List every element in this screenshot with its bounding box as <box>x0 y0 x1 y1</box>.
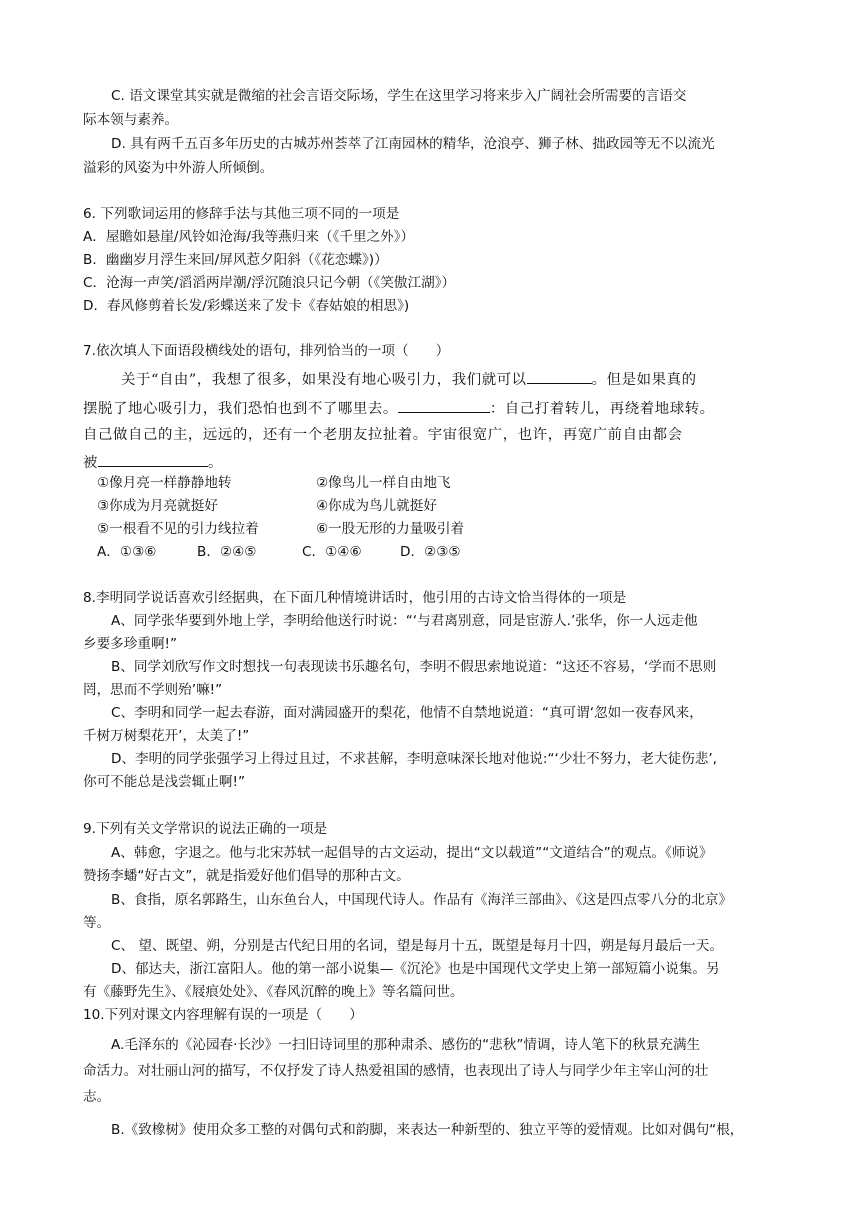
q9-option-a-line1: A、韩愈，字退之。他与北宋苏轼一起倡导的古文运动，提出“文以载道”“文道结合”的观点。《师说》 <box>111 845 713 861</box>
q9-option-b-line2: 等。 <box>83 915 111 931</box>
q8-option-a-line1: A、同学张华要到外地上学，李明给他送行时说：“‘与君离别意，同是宦游人.’张华，你一人远走他 <box>111 613 698 629</box>
q7-choice-a: A．①③⑥ <box>97 544 157 560</box>
q6-option-c: C．沧海一声笑/滔滔两岸潮/浮沉随浪只记今朝（《笑傲江湖》） <box>83 275 456 291</box>
q7-stem: 7.依次填人下面语段横线处的语句，排列恰当的一项（ ） <box>83 343 450 359</box>
q9-option-d-line2: 有《藤野先生》、《屐痕处处》、《春风沉醉的晚上》等名篇问世。 <box>83 984 464 1000</box>
q7-passage-line4: 被 。 <box>83 452 223 472</box>
q7-choice-c: C．①④⑥ <box>302 544 362 560</box>
q7-passage-line1: 关于“自由”，我想了很多，如果没有地心吸引力，我们就可以 。但是如果真的 <box>121 369 697 389</box>
q8-option-b-line2: 罔，思而不学则殆’嘛!” <box>83 682 223 698</box>
q10-option-a-line2: 命活力。对壮丽山河的描写，不仅抒发了诗人热爱祖国的感情，也表现出了诗人与同学少年主宰山河的壮 <box>83 1063 709 1079</box>
q5-option-d-line1: D. 具有两千五百多年历史的古城苏州荟萃了江南园林的精华，沧浪亭、狮子林、拙政园等无不以流光 <box>111 136 715 152</box>
q5-option-d-line2: 溢彩的风姿为中外游人所倾倒。 <box>83 160 274 176</box>
q9-option-b-line1: B、食指，原名郭路生，山东鱼台人，中国现代诗人。作品有《海洋三部曲》、《这是四点零八分的北京》 <box>111 892 733 908</box>
q7-passage-line3: 自己做自己的主，远远的，还有一个老朋友拉扯着。宇宙很宽广，也许，再宽广前自由都会 <box>83 427 683 443</box>
q6-stem: 6. 下列歌词运用的修辞手法与其他三项不同的一项是 <box>83 206 400 222</box>
q8-option-b-line1: B、同学刘欣写作文时想找一句表现读书乐趣名句，李明不假思索地说道：“这还不容易，‘学而不思则 <box>111 659 717 675</box>
q7-passage-line2: 摆脱了地心吸引力，我们恐怕也到不了哪里去。 ：自己打着转儿，再绕着地球转。 <box>83 398 715 418</box>
q9-stem: 9.下列有关文学常识的说法正确的一项是 <box>83 821 328 837</box>
q7-blank-3 <box>98 452 208 467</box>
q10-stem: 10.下列对课文内容理解有误的一项是（ ） <box>83 1007 363 1023</box>
q6-option-d: D．春风修剪着长发/彩蝶送来了发卡《春姑娘的相思》) <box>83 298 410 314</box>
q7-item-3: ③你成为月亮就挺好 <box>97 498 218 514</box>
q8-stem: 8.李明同学说话喜欢引经据典，在下面几种情境讲话时，他引用的古诗文恰当得体的一项是 <box>83 590 627 606</box>
q7-item-1: ①像月亮一样静静地转 <box>97 475 232 491</box>
q8-option-d-line1: D、李明的同学张强学习上得过且过，不求甚解，李明意味深长地对他说:“‘少壮不努力，老大徒伤悲’, <box>111 751 717 767</box>
q9-option-d-line1: D、郁达夫，浙江富阳人。他的第一部小说集—《沉沦》也是中国现代文学史上第一部短篇小说集。另 <box>111 961 720 977</box>
q7-item-4: ④你成为鸟儿就挺好 <box>316 498 437 514</box>
q7-blank-1 <box>527 369 592 384</box>
q8-option-c-line2: 千树万树梨花开’，太美了!” <box>83 728 250 744</box>
q10-option-a-line1: A.毛泽东的《沁园春·长沙》一扫旧诗词里的那种肃杀、感伤的“悲秋”情调，诗人笔下的秋景充满生 <box>111 1037 701 1053</box>
q7-item-6: ⑥一股无形的力量吸引着 <box>316 521 465 537</box>
q5-option-c-line1: C. 语文课堂其实就是微缩的社会言语交际场，学生在这里学习将来步入广阔社会所需要的言语交 <box>111 88 687 104</box>
q7-item-5: ⑤一根看不见的引力线拉着 <box>97 521 259 537</box>
q7-item-2: ②像鸟儿一样自由地飞 <box>316 475 451 491</box>
q5-option-c-line2: 际本领与素养。 <box>83 112 179 128</box>
q10-option-a-line3: 志。 <box>83 1089 111 1105</box>
q10-option-b-line1: B.《致橡树》使用众多工整的对偶句式和韵脚，来表达一种新型的、独立平等的爱情观。比如对偶句“根， <box>111 1122 744 1138</box>
q8-option-c-line1: C、李明和同学一起去春游，面对满园盛开的梨花，他情不自禁地说道：“真可谓‘忽如一夜春风来， <box>111 705 703 721</box>
q9-option-c-line1: C、 望、既望、朔，分别是古代纪日用的名词，望是每月十五，既望是每月十四，朔是每月最后一天。 <box>111 938 723 954</box>
q8-option-d-line2: 你可不能总是浅尝辄止啊!” <box>83 774 246 790</box>
q6-option-a: A．屋瞻如悬崖/风铃如沧海/我等燕归来（《千里之外》） <box>83 229 415 245</box>
q6-option-b: B．幽幽岁月浮生来回/屏风惹夕阳斜（《花恋蝶》)） <box>83 252 388 268</box>
q9-option-a-line2: 赞扬李蟠“好古文”，就是指爱好他们倡导的那种古文。 <box>83 868 410 884</box>
q7-choice-b: B．②④⑤ <box>197 544 257 560</box>
q8-option-a-line2: 乡要多珍重啊!” <box>83 636 178 652</box>
q7-choice-d: D．②③⑤ <box>400 544 461 560</box>
q7-blank-2 <box>398 398 490 413</box>
